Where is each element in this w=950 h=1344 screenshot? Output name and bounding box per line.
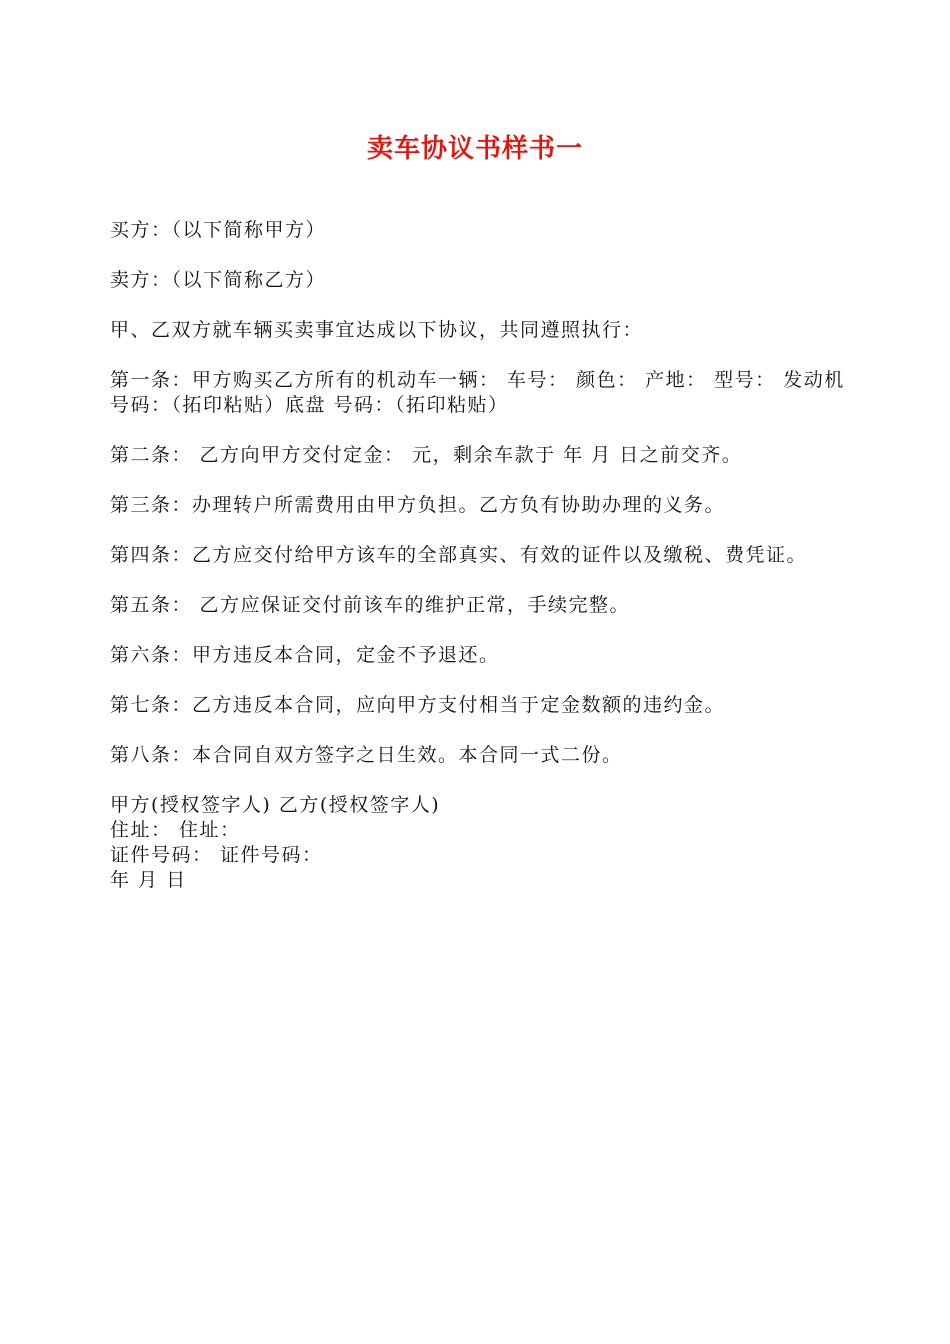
signature-date: 年 月 日	[110, 869, 187, 891]
paragraph-article-3: 第三条：办理转户所需费用由甲方负担。乙方负有协助办理的义务。	[110, 494, 726, 516]
signature-id-number: 证件号码： 证件号码：	[110, 844, 323, 866]
document-title: 卖车协议书样书一	[366, 134, 583, 164]
document-body	[110, 218, 855, 893]
paragraph-article-6: 第六条：甲方违反本合同，定金不予退还。	[110, 644, 500, 666]
paragraph-article-1: 第一条：甲方购买乙方所有的机动车一辆： 车号： 颜色： 产地： 型号： 发动机号码：（拓印粘贴）底盘 号码：（拓印粘贴）	[110, 369, 845, 416]
paragraph-article-8: 第八条：本合同自双方签字之日生效。本合同一式二份。	[110, 744, 623, 766]
signature-block	[110, 793, 855, 893]
paragraph-article-2: 第二条： 乙方向甲方交付定金： 元，剩余车款于 年 月 日之前交齐。	[110, 444, 743, 466]
signature-parties: 甲方(授权签字人) 乙方(授权签字人)	[110, 794, 441, 816]
paragraph-seller: 卖方：（以下简称乙方）	[110, 269, 327, 291]
signature-address: 住址： 住址：	[110, 819, 241, 841]
paragraph-article-7: 第七条：乙方违反本合同，应向甲方支付相当于定金数额的违约金。	[110, 694, 726, 716]
paragraph-intro: 甲、乙双方就车辆买卖事宜达成以下协议，共同遵照执行：	[110, 319, 644, 341]
paragraph-article-5: 第五条： 乙方应保证交付前该车的维护正常，手续完整。	[110, 594, 631, 616]
paragraph-article-4: 第四条：乙方应交付给甲方该车的全部真实、有效的证件以及缴税、费凭证。	[110, 544, 808, 566]
paragraph-buyer: 买方：（以下简称甲方）	[110, 219, 327, 241]
